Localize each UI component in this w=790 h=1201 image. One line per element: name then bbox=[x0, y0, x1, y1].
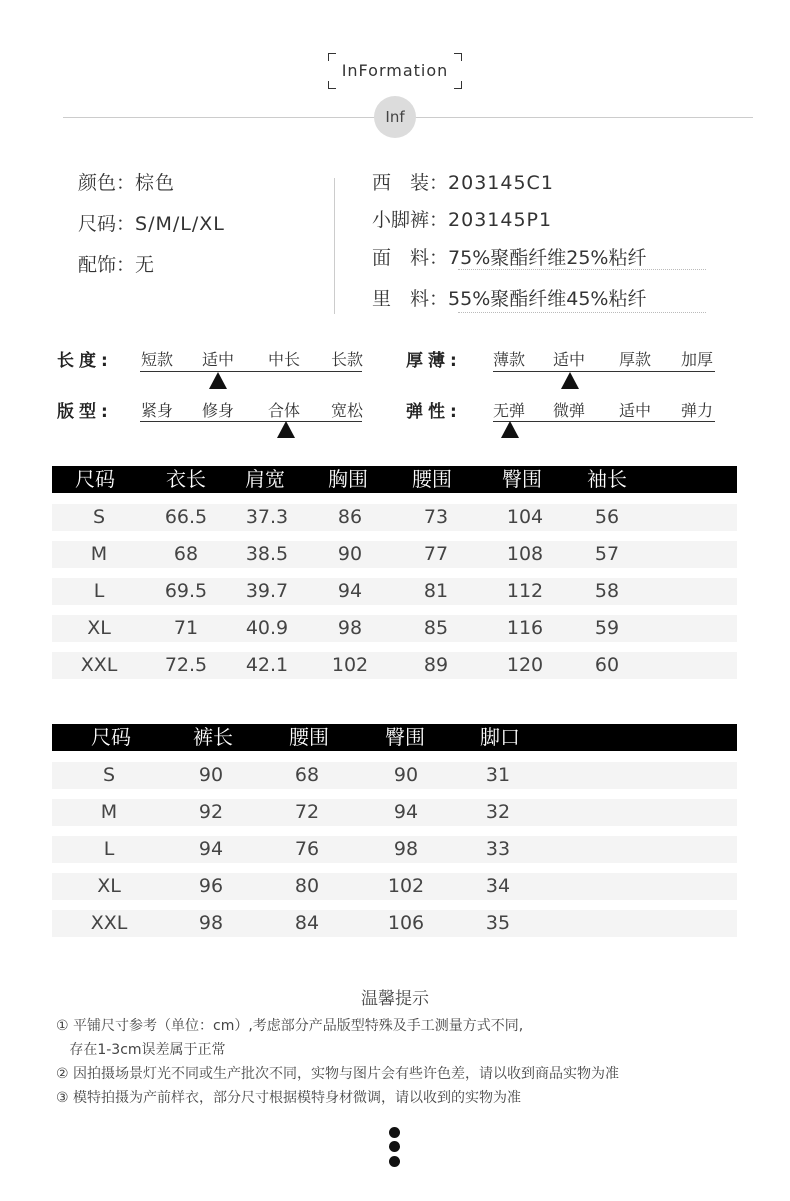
scale-fit-option: 合体 bbox=[268, 401, 301, 420]
continue-dot-icon bbox=[389, 1141, 400, 1152]
scale-elasticity-option: 弹力 bbox=[681, 401, 714, 420]
table-cell: 71 bbox=[173, 617, 199, 639]
header-cell: 腰围 bbox=[412, 467, 452, 491]
table-cell: 77 bbox=[423, 543, 449, 565]
table-cell: 102 bbox=[331, 654, 369, 676]
table-cell: 84 bbox=[294, 912, 320, 934]
scale-fit-option: 宽松 bbox=[331, 401, 364, 420]
note-line: ③ 模特拍摄为产前样衣，部分尺寸根据模特身材微调，请以收到的实物为准 bbox=[56, 1090, 521, 1106]
table-cell: 112 bbox=[506, 580, 544, 602]
header-cell: 腰围 bbox=[289, 725, 329, 749]
table-cell: 37.3 bbox=[245, 506, 289, 528]
table-row bbox=[52, 910, 737, 937]
info-size: 尺码：S/M/L/XL bbox=[78, 213, 225, 235]
table-cell: 68 bbox=[173, 543, 199, 565]
scale-fit-marker-icon bbox=[277, 421, 295, 438]
table-row bbox=[52, 578, 737, 605]
note-line: ② 因拍摄场景灯光不同或生产批次不同，实物与图片会有些许色差，请以收到商品实物为准 bbox=[56, 1066, 619, 1082]
table-cell: 94 bbox=[337, 580, 363, 602]
scale-thickness-option: 厚款 bbox=[619, 350, 652, 369]
table-cell: S bbox=[92, 506, 106, 528]
table-cell: XXL bbox=[90, 912, 128, 934]
table-cell: XL bbox=[97, 875, 121, 897]
scale-length-option: 中长 bbox=[268, 350, 301, 369]
scale-elasticity-option: 无弹 bbox=[493, 401, 526, 420]
info-lining: 里 料：55%聚酯纤维45%粘纤 bbox=[372, 288, 647, 310]
header-cell: 脚口 bbox=[480, 725, 520, 749]
table-cell: XXL bbox=[80, 654, 118, 676]
table-header bbox=[52, 466, 737, 493]
table-cell: 56 bbox=[594, 506, 620, 528]
table-row bbox=[52, 541, 737, 568]
table-cell: 72 bbox=[294, 801, 320, 823]
table-cell: 39.7 bbox=[245, 580, 289, 602]
scale-length-option: 长款 bbox=[331, 350, 364, 369]
table-cell: 38.5 bbox=[245, 543, 289, 565]
table-cell: 35 bbox=[485, 912, 511, 934]
table-cell: 57 bbox=[594, 543, 620, 565]
header-cell: 臀围 bbox=[502, 467, 542, 491]
scale-length-option: 短款 bbox=[141, 350, 174, 369]
table-header bbox=[52, 724, 737, 751]
continue-dot-icon bbox=[389, 1127, 400, 1138]
scale-fit-option: 紧身 bbox=[141, 401, 174, 420]
scale-length-line bbox=[140, 371, 362, 372]
header-cell: 衣长 bbox=[166, 467, 206, 491]
header-cell: 尺码 bbox=[75, 467, 115, 491]
table-row bbox=[52, 836, 737, 863]
table-row bbox=[52, 504, 737, 531]
fabric-underline bbox=[458, 269, 706, 270]
scale-elasticity-marker-icon bbox=[501, 421, 519, 438]
table-cell: S bbox=[102, 764, 116, 786]
scale-length-marker-icon bbox=[209, 372, 227, 389]
table-row bbox=[52, 615, 737, 642]
table-cell: 68 bbox=[294, 764, 320, 786]
table-cell: 104 bbox=[506, 506, 544, 528]
table-cell: 85 bbox=[423, 617, 449, 639]
scale-elasticity-line bbox=[493, 421, 715, 422]
header-title: InFormation bbox=[341, 61, 449, 80]
table-cell: 106 bbox=[387, 912, 425, 934]
info-pants-code: 小脚裤：203145P1 bbox=[372, 209, 553, 231]
scale-length-label: 长度: bbox=[57, 351, 113, 371]
note-line: ① 平铺尺寸参考（单位：cm）,考虑部分产品版型特殊及手工测量方式不同, bbox=[56, 1018, 524, 1034]
information-header bbox=[328, 53, 462, 89]
note-line: 存在1-3cm误差属于正常 bbox=[56, 1042, 226, 1058]
table-cell: L bbox=[103, 838, 115, 860]
scale-length-option: 适中 bbox=[202, 350, 235, 369]
table-cell: 108 bbox=[506, 543, 544, 565]
table-cell: 31 bbox=[485, 764, 511, 786]
table-cell: 98 bbox=[337, 617, 363, 639]
table-cell: 98 bbox=[393, 838, 419, 860]
table-cell: XL bbox=[87, 617, 111, 639]
scale-fit-option: 修身 bbox=[202, 401, 235, 420]
scale-fit-label: 版型: bbox=[57, 402, 113, 422]
table-cell: 89 bbox=[423, 654, 449, 676]
table-cell: 94 bbox=[198, 838, 224, 860]
table-cell: 42.1 bbox=[245, 654, 289, 676]
table-cell: 34 bbox=[485, 875, 511, 897]
scale-thickness-option: 薄款 bbox=[493, 350, 526, 369]
notes-title: 温馨提示 bbox=[361, 989, 429, 1009]
scale-thickness-marker-icon bbox=[561, 372, 579, 389]
table-cell: 60 bbox=[594, 654, 620, 676]
table-cell: M bbox=[90, 543, 108, 565]
header-cell: 裤长 bbox=[193, 725, 233, 749]
table-cell: 80 bbox=[294, 875, 320, 897]
table-cell: 66.5 bbox=[164, 506, 208, 528]
table-row bbox=[52, 652, 737, 679]
table-cell: 81 bbox=[423, 580, 449, 602]
header-cell: 臀围 bbox=[385, 725, 425, 749]
table-cell: L bbox=[93, 580, 105, 602]
table-row bbox=[52, 873, 737, 900]
table-cell: 32 bbox=[485, 801, 511, 823]
header-cell: 袖长 bbox=[587, 467, 627, 491]
table-cell: 69.5 bbox=[164, 580, 208, 602]
continue-dot-icon bbox=[389, 1156, 400, 1167]
table-cell: 86 bbox=[337, 506, 363, 528]
scale-thickness-option: 加厚 bbox=[681, 350, 714, 369]
scale-elasticity-option: 微弹 bbox=[553, 401, 586, 420]
table-cell: 73 bbox=[423, 506, 449, 528]
scale-elasticity-label: 弹性: bbox=[406, 402, 462, 422]
table-cell: 90 bbox=[198, 764, 224, 786]
table-cell: 92 bbox=[198, 801, 224, 823]
header-cell: 肩宽 bbox=[245, 467, 285, 491]
table-cell: 33 bbox=[485, 838, 511, 860]
scale-thickness-option: 适中 bbox=[553, 350, 586, 369]
table-cell: 90 bbox=[393, 764, 419, 786]
table-cell: M bbox=[100, 801, 118, 823]
scale-thickness-label: 厚薄: bbox=[406, 351, 462, 371]
table-cell: 120 bbox=[506, 654, 544, 676]
table-cell: 90 bbox=[337, 543, 363, 565]
table-cell: 72.5 bbox=[164, 654, 208, 676]
info-separator bbox=[334, 178, 335, 314]
scale-elasticity-option: 适中 bbox=[619, 401, 652, 420]
info-suit-code: 西 装：203145C1 bbox=[372, 172, 554, 194]
info-color: 颜色：棕色 bbox=[78, 172, 176, 194]
table-cell: 102 bbox=[387, 875, 425, 897]
info-fabric: 面 料：75%聚酯纤维25%粘纤 bbox=[372, 247, 647, 269]
info-accessory: 配饰：无 bbox=[78, 254, 156, 276]
table-cell: 116 bbox=[506, 617, 544, 639]
table-cell: 76 bbox=[294, 838, 320, 860]
table-cell: 98 bbox=[198, 912, 224, 934]
table-row bbox=[52, 799, 737, 826]
table-cell: 59 bbox=[594, 617, 620, 639]
header-cell: 尺码 bbox=[91, 725, 131, 749]
table-cell: 58 bbox=[594, 580, 620, 602]
table-cell: 96 bbox=[198, 875, 224, 897]
inf-badge: Inf bbox=[374, 96, 416, 138]
table-cell: 40.9 bbox=[245, 617, 289, 639]
table-row bbox=[52, 762, 737, 789]
scale-thickness-line bbox=[493, 371, 715, 372]
header-cell: 胸围 bbox=[328, 467, 368, 491]
table-cell: 94 bbox=[393, 801, 419, 823]
scale-fit-line bbox=[140, 421, 362, 422]
lining-underline bbox=[458, 312, 706, 313]
